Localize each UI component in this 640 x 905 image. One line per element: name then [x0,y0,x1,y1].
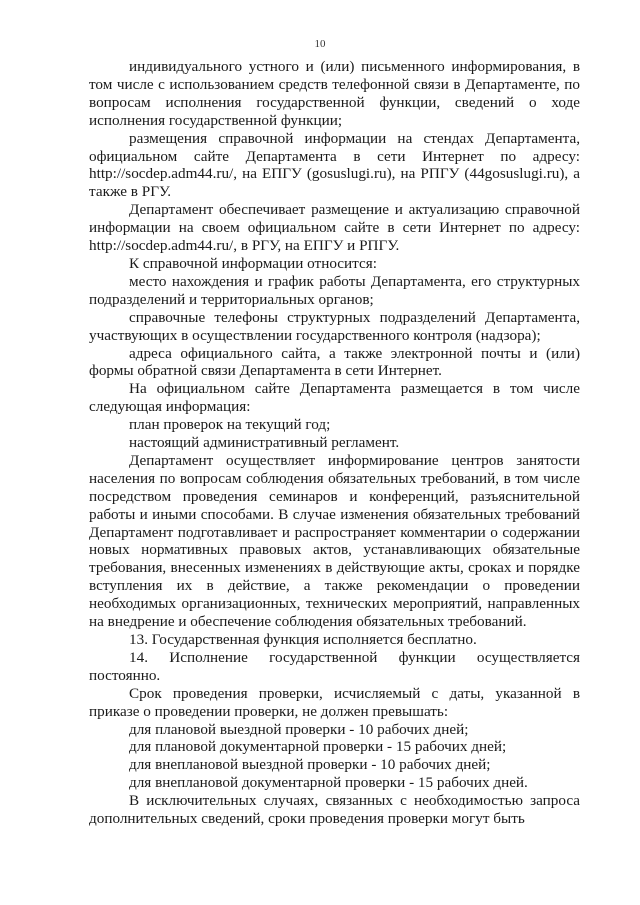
paragraph: К справочной информации относится: [129,254,377,272]
document-body [89,58,580,828]
paragraph: 14. Исполнение государственной функции осуществляется постоянно. [89,648,580,684]
paragraph: для плановой документарной проверки - 15 рабочих дней; [129,738,507,756]
paragraph: место нахождения и график работы Департамента, его структурных подразделений и территориальных органов; [89,272,580,308]
paragraph: для внеплановой выездной проверки - 10 рабочих дней; [129,756,491,774]
paragraph: адреса официального сайта, а также электронной почты и (или) формы обратной связи Департамента в сети Интернет. [89,344,580,380]
paragraph: план проверок на текущий год; [129,416,331,434]
paragraph: На официальном сайте Департамента размещается в том числе следующая информация: [89,380,580,416]
paragraph: 13. Государственная функция исполняется бесплатно. [129,631,477,648]
paragraph: В исключительных случаях, связанных с необходимостью запроса дополнительных сведений, сроки проведения проверки могут быть [89,792,580,828]
page-number: 10 [314,38,326,50]
paragraph: для плановой выездной проверки - 10 рабочих дней; [129,720,469,738]
paragraph: размещения справочной информации на стендах Департамента, официальном сайте Департамента в сети Интернет по адресу: http://socdep.adm44.ru/, на ЕПГУ (gosuslugi.ru), на РПГУ (44gosuslugi.ru), а также в РГУ. [89,129,580,201]
paragraph: индивидуального устного и (или) письменного информирования, в том числе с использованием средств телефонной связи в Департаменте, по вопросам исполнения государственной функции, сведений о ходе исполнения государственной функции; [89,58,580,129]
paragraph: Департамент осуществляет информирование центров занятости населения по вопросам соблюдения обязательных требований, в том числе посредством проведения семинаров и конференций, разъяснительной работы и иными способами. В случае изменения обязательных требований Департамент подготавливает и распространяет комментарии о содержании новых нормативных правовых актов, устанавливающих обязательные требования, внесенных изменениях в действующие акты, сроках и порядке вступления их в действие, а также рекомендации о проведении необходимых организационных, технических мероприятий, направленных на внедрение и обеспечение соблюдения обязательных требований. [89,451,580,631]
paragraph: Департамент обеспечивает размещение и актуализацию справочной информации на своем официальном сайте в сети Интернет по адресу: http://socdep.adm44.ru/, в РГУ, на ЕПГУ и РПГУ. [89,201,580,255]
paragraph: для внеплановой документарной проверки - 15 рабочих дней. [129,774,528,792]
paragraph: настоящий административный регламент. [129,434,400,452]
paragraph: справочные телефоны структурных подразделений Департамента, участвующих в осуществлении государственного контроля (надзора); [89,308,580,344]
paragraph: Срок проведения проверки, исчисляемый с даты, указанной в приказе о проведении проверки, не должен превышать: [89,684,580,720]
